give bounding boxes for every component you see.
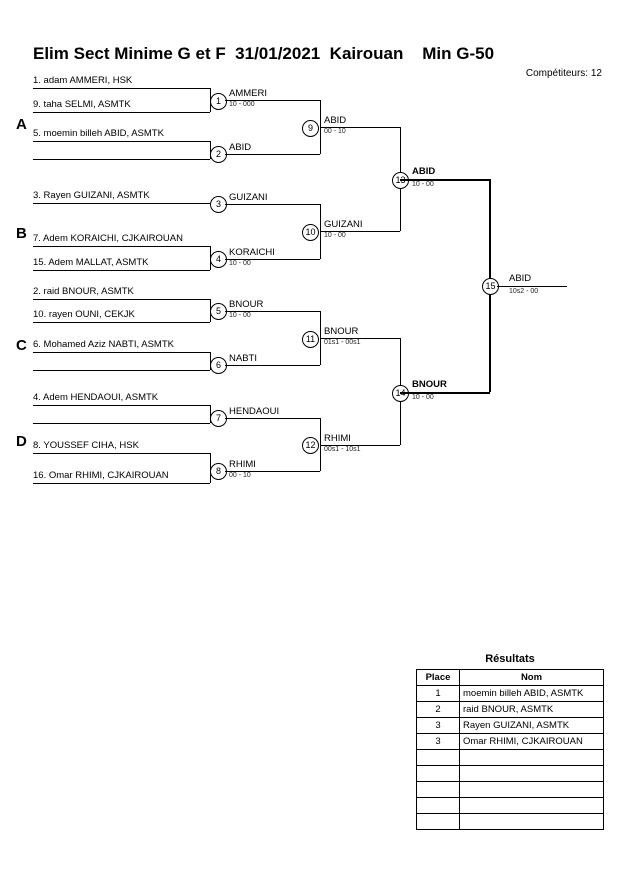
match-winner-11: BNOUR <box>324 326 359 337</box>
match-winner-14: BNOUR <box>412 379 447 390</box>
match-score-11: 01s1 - 00s1 <box>324 339 361 346</box>
seed-entry-5: 5. moemin billeh ABID, ASMTK <box>33 128 164 139</box>
competitors-count: Compétiteurs: 12 <box>525 68 602 79</box>
group-letter-c: C <box>16 337 27 354</box>
table-row <box>417 750 604 766</box>
match-winner-7: HENDAOUI <box>229 406 280 417</box>
match-score-1: 10 - 000 <box>229 101 255 108</box>
seed-entry-9: 9. taha SELMI, ASMTK <box>33 99 131 110</box>
table-row <box>417 702 604 718</box>
match-winner-12: RHIMI <box>324 433 351 444</box>
match-winner-1: AMMERI <box>229 88 267 99</box>
match-bubble-6: 6 <box>210 357 227 374</box>
match-score-5: 10 - 00 <box>229 312 251 319</box>
result-place: 1 <box>417 686 460 702</box>
table-row <box>417 734 604 750</box>
result-nom: raid BNOUR, ASMTK <box>460 702 604 718</box>
result-place <box>417 782 460 798</box>
match-bubble-5: 5 <box>210 303 227 320</box>
result-place <box>417 750 460 766</box>
result-nom <box>460 766 604 782</box>
match-winner-5: BNOUR <box>229 299 264 310</box>
results-title: Résultats <box>485 653 535 665</box>
result-place <box>417 766 460 782</box>
match-score-10: 10 - 00 <box>324 232 346 239</box>
results-header-row <box>417 670 604 686</box>
result-nom: Rayen GUIZANI, ASMTK <box>460 718 604 734</box>
match-winner-2: ABID <box>229 142 252 153</box>
result-place: 3 <box>417 734 460 750</box>
match-score-8: 00 - 10 <box>229 472 251 479</box>
match-bubble-1: 1 <box>210 93 227 110</box>
results-col-nom: Nom <box>460 670 604 686</box>
match-winner-10: GUIZANI <box>324 219 363 230</box>
table-row <box>417 798 604 814</box>
match-score-12: 00s1 - 10s1 <box>324 446 361 453</box>
result-nom: moemin billeh ABID, ASMTK <box>460 686 604 702</box>
match-bubble-15: 15 <box>482 278 499 295</box>
results-col-place: Place <box>417 670 460 686</box>
seed-entry-10: 10. rayen OUNI, CEKJK <box>33 309 135 320</box>
match-bubble-3: 3 <box>210 196 227 213</box>
result-place <box>417 814 460 830</box>
result-place <box>417 798 460 814</box>
match-score-14: 10 - 00 <box>412 394 434 401</box>
result-nom <box>460 782 604 798</box>
match-winner-4: KORAICHI <box>229 247 275 258</box>
match-score-13: 10 - 00 <box>412 181 434 188</box>
match-score-4: 10 - 00 <box>229 260 251 267</box>
result-nom <box>460 814 604 830</box>
page-title: Elim Sect Minime G et F 31/01/2021 Kairouan Min G-50 <box>33 44 495 63</box>
table-row <box>417 718 604 734</box>
match-bubble-9: 9 <box>302 120 319 137</box>
group-letter-a: A <box>16 116 27 133</box>
seed-entry-7: 7. Adem KORAICHI, CJKAIROUAN <box>33 233 183 244</box>
match-bubble-7: 7 <box>210 410 227 427</box>
match-bubble-10: 10 <box>302 224 319 241</box>
match-winner-15: ABID <box>509 273 532 284</box>
match-bubble-4: 4 <box>210 251 227 268</box>
seed-entry-16: 16. Omar RHIMI, CJKAIROUAN <box>33 470 169 481</box>
results-table <box>416 669 604 830</box>
result-nom: Omar RHIMI, CJKAIROUAN <box>460 734 604 750</box>
result-nom <box>460 750 604 766</box>
table-row <box>417 766 604 782</box>
match-winner-9: ABID <box>324 115 347 126</box>
match-winner-8: RHIMI <box>229 459 256 470</box>
match-winner-13: ABID <box>412 166 436 177</box>
seed-entry-15: 15. Adem MALLAT, ASMTK <box>33 257 149 268</box>
seed-entry-8: 8. YOUSSEF CIHA, HSK <box>33 440 139 451</box>
group-letter-b: B <box>16 225 27 242</box>
result-place: 3 <box>417 718 460 734</box>
match-bubble-11: 11 <box>302 331 319 348</box>
match-bubble-8: 8 <box>210 463 227 480</box>
match-bubble-14: 14 <box>392 385 409 402</box>
seed-entry-6: 6. Mohamed Aziz NABTI, ASMTK <box>33 339 174 350</box>
match-score-15: 10s2 - 00 <box>509 288 539 295</box>
result-nom <box>460 798 604 814</box>
match-bubble-13: 13 <box>392 172 409 189</box>
match-bubble-2: 2 <box>210 146 227 163</box>
match-score-9: 00 - 10 <box>324 128 346 135</box>
group-letter-d: D <box>16 433 27 450</box>
seed-entry-2: 2. raid BNOUR, ASMTK <box>33 286 134 297</box>
match-winner-6: NABTI <box>229 353 257 364</box>
table-row <box>417 686 604 702</box>
match-bubble-12: 12 <box>302 437 319 454</box>
results-panel <box>416 653 604 830</box>
seed-entry-1: 1. adam AMMERI, HSK <box>33 75 133 86</box>
seed-entry-4: 4. Adem HENDAOUI, ASMTK <box>33 392 159 403</box>
table-row <box>417 782 604 798</box>
result-place: 2 <box>417 702 460 718</box>
seed-entry-3: 3. Rayen GUIZANI, ASMTK <box>33 190 150 201</box>
table-row <box>417 814 604 830</box>
match-winner-3: GUIZANI <box>229 192 268 203</box>
